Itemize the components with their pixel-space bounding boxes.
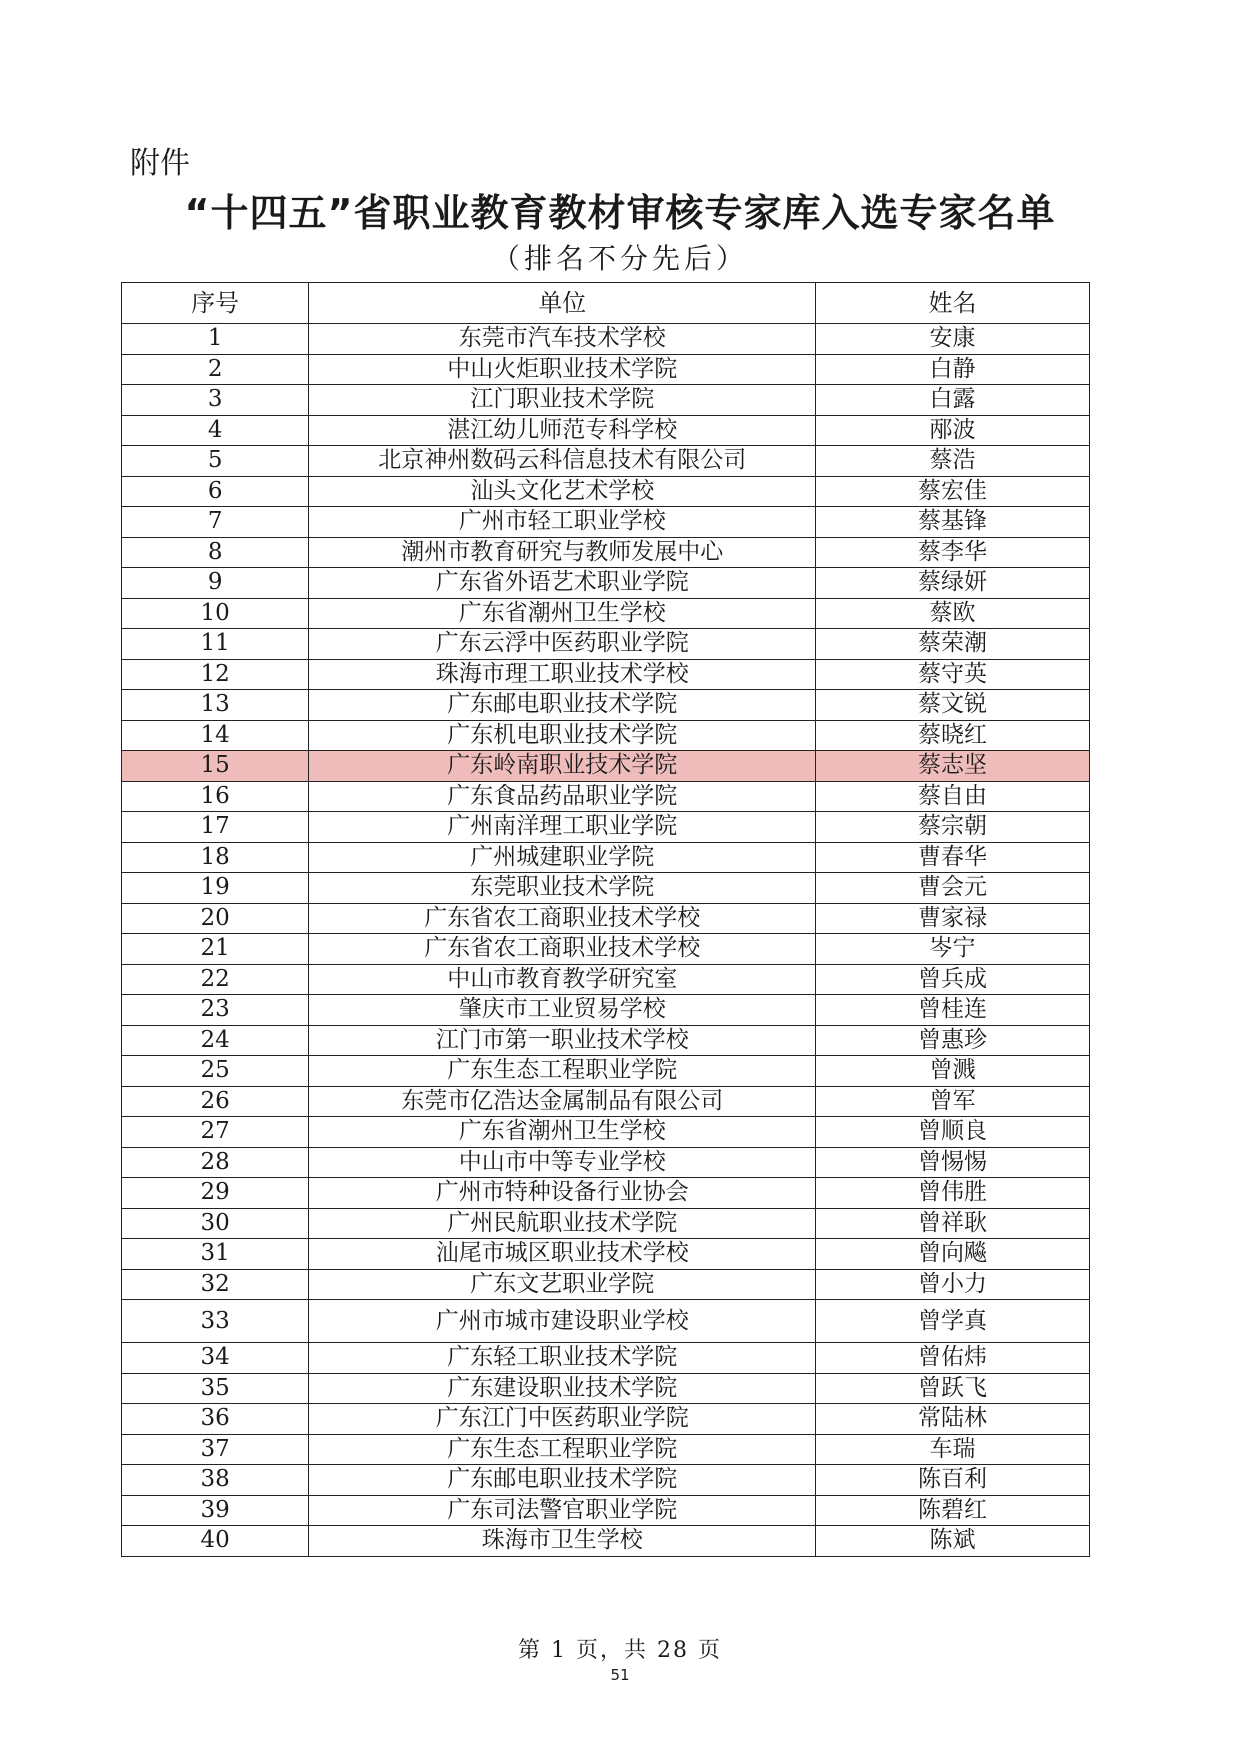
row-unit-cell: 广东文艺职业学院 (309, 1269, 816, 1300)
table-row (122, 324, 1090, 355)
table-row (122, 1086, 1090, 1117)
row-name-cell: 陈碧红 (816, 1495, 1090, 1526)
row-name-cell: 车瑞 (816, 1434, 1090, 1465)
row-unit-cell: 广东司法警官职业学院 (309, 1495, 816, 1526)
row-unit-cell: 江门市第一职业技术学校 (309, 1025, 816, 1056)
table-body (122, 324, 1090, 1557)
row-name-cell: 蔡文锐 (816, 690, 1090, 721)
row-name-cell: 曾祥耿 (816, 1208, 1090, 1239)
row-name-cell: 岑宁 (816, 934, 1090, 965)
table-row (122, 995, 1090, 1026)
row-unit-cell: 广东省外语艺术职业学院 (309, 568, 816, 599)
row-unit-cell: 广州南洋理工职业学院 (309, 812, 816, 843)
row-name-cell: 蔡宏佳 (816, 476, 1090, 507)
row-unit-cell: 广东省潮州卫生学校 (309, 598, 816, 629)
row-number-cell: 23 (122, 995, 309, 1026)
row-number-cell: 32 (122, 1269, 309, 1300)
row-unit-cell: 广州城建职业学院 (309, 842, 816, 873)
row-unit-cell: 广东省农工商职业技术学校 (309, 934, 816, 965)
row-number-cell: 11 (122, 629, 309, 660)
row-name-cell: 曾惕惕 (816, 1147, 1090, 1178)
row-number-cell: 6 (122, 476, 309, 507)
row-name-cell: 曾溅 (816, 1056, 1090, 1087)
table-row (122, 1025, 1090, 1056)
row-name-cell: 蔡浩 (816, 446, 1090, 477)
row-unit-cell: 汕尾市城区职业技术学校 (309, 1239, 816, 1270)
row-number-cell: 13 (122, 690, 309, 721)
row-unit-cell: 广州市特种设备行业协会 (309, 1178, 816, 1209)
row-number-cell: 14 (122, 720, 309, 751)
row-number-cell: 35 (122, 1373, 309, 1404)
row-number-cell: 38 (122, 1465, 309, 1496)
table-row (122, 1117, 1090, 1148)
row-name-cell: 蔡荣潮 (816, 629, 1090, 660)
row-unit-cell: 珠海市理工职业技术学校 (309, 659, 816, 690)
row-name-cell: 邴波 (816, 415, 1090, 446)
row-unit-cell: 中山火炬职业技术学院 (309, 354, 816, 385)
row-number-cell: 2 (122, 354, 309, 385)
table-row (122, 1056, 1090, 1087)
document-title: “十四五”省职业教育教材审核专家库入选专家名单 (184, 191, 1056, 235)
row-name-cell: 蔡志坚 (816, 751, 1090, 782)
row-name-cell: 曾顺良 (816, 1117, 1090, 1148)
row-number-cell: 1 (122, 324, 309, 355)
row-name-cell: 曹会元 (816, 873, 1090, 904)
table-row (122, 1404, 1090, 1435)
table-row (122, 629, 1090, 660)
row-number-cell: 37 (122, 1434, 309, 1465)
row-number-cell: 3 (122, 385, 309, 416)
table-row (122, 1147, 1090, 1178)
table-row (122, 842, 1090, 873)
table-row (122, 476, 1090, 507)
row-number-cell: 27 (122, 1117, 309, 1148)
table-row (122, 415, 1090, 446)
table-row (122, 1178, 1090, 1209)
row-name-cell: 陈斌 (816, 1526, 1090, 1557)
row-name-cell: 曾向飚 (816, 1239, 1090, 1270)
page-info: 第 1 页，共 28 页 (518, 1638, 722, 1663)
row-unit-cell: 广州市城市建设职业学校 (309, 1300, 816, 1343)
row-unit-cell: 潮州市教育研究与教师发展中心 (309, 537, 816, 568)
table-row (122, 873, 1090, 904)
row-unit-cell: 广东食品药品职业学院 (309, 781, 816, 812)
column-header-number: 序号 (122, 283, 309, 324)
row-number-cell: 19 (122, 873, 309, 904)
row-name-cell: 曾佑炜 (816, 1343, 1090, 1374)
row-unit-cell: 江门职业技术学院 (309, 385, 816, 416)
row-unit-cell: 广东生态工程职业学院 (309, 1434, 816, 1465)
row-unit-cell: 珠海市卫生学校 (309, 1526, 816, 1557)
table-row (122, 1465, 1090, 1496)
row-number-cell: 21 (122, 934, 309, 965)
row-number-cell: 29 (122, 1178, 309, 1209)
row-name-cell: 蔡绿妍 (816, 568, 1090, 599)
table-header-row (122, 283, 1090, 324)
row-number-cell: 22 (122, 964, 309, 995)
row-number-cell: 39 (122, 1495, 309, 1526)
table-row (122, 1269, 1090, 1300)
row-unit-cell: 东莞职业技术学院 (309, 873, 816, 904)
row-unit-cell: 湛江幼儿师范专科学校 (309, 415, 816, 446)
row-number-cell: 34 (122, 1343, 309, 1374)
row-unit-cell: 广州市轻工职业学校 (309, 507, 816, 538)
row-name-cell: 曾桂连 (816, 995, 1090, 1026)
row-name-cell: 蔡李华 (816, 537, 1090, 568)
row-unit-cell: 广东轻工职业技术学院 (309, 1343, 816, 1374)
row-name-cell: 曾小力 (816, 1269, 1090, 1300)
row-number-cell: 20 (122, 903, 309, 934)
table-row (122, 385, 1090, 416)
row-unit-cell: 北京神州数码云科信息技术有限公司 (309, 446, 816, 477)
table-row (122, 507, 1090, 538)
table-row (122, 1208, 1090, 1239)
row-name-cell: 蔡欧 (816, 598, 1090, 629)
row-number-cell: 17 (122, 812, 309, 843)
row-name-cell: 安康 (816, 324, 1090, 355)
row-name-cell: 曾学真 (816, 1300, 1090, 1343)
row-unit-cell: 广东江门中医药职业学院 (309, 1404, 816, 1435)
document-subtitle: （排名不分先后） (491, 242, 748, 275)
row-name-cell: 蔡自由 (816, 781, 1090, 812)
table-row (122, 1495, 1090, 1526)
row-unit-cell: 广东云浮中医药职业学院 (309, 629, 816, 660)
table-row (122, 751, 1090, 782)
table-row (122, 812, 1090, 843)
table-row (122, 537, 1090, 568)
table-row (122, 964, 1090, 995)
row-unit-cell: 广东机电职业技术学院 (309, 720, 816, 751)
row-number-cell: 4 (122, 415, 309, 446)
row-name-cell: 曾跃飞 (816, 1373, 1090, 1404)
table-row (122, 354, 1090, 385)
row-number-cell: 8 (122, 537, 309, 568)
row-unit-cell: 东莞市汽车技术学校 (309, 324, 816, 355)
row-number-cell: 7 (122, 507, 309, 538)
table-row (122, 1434, 1090, 1465)
page-number: 51 (610, 1666, 630, 1684)
row-number-cell: 9 (122, 568, 309, 599)
row-name-cell: 曾兵成 (816, 964, 1090, 995)
row-unit-cell: 东莞市亿浩达金属制品有限公司 (309, 1086, 816, 1117)
attachment-label: 附件 (130, 146, 190, 181)
column-header-unit: 单位 (309, 283, 816, 324)
row-number-cell: 5 (122, 446, 309, 477)
table-row (122, 446, 1090, 477)
table-row (122, 1300, 1090, 1343)
row-number-cell: 16 (122, 781, 309, 812)
row-name-cell: 蔡守英 (816, 659, 1090, 690)
row-number-cell: 24 (122, 1025, 309, 1056)
row-unit-cell: 广州民航职业技术学院 (309, 1208, 816, 1239)
table-row (122, 568, 1090, 599)
row-number-cell: 30 (122, 1208, 309, 1239)
table-row (122, 1343, 1090, 1374)
row-name-cell: 蔡宗朝 (816, 812, 1090, 843)
row-number-cell: 25 (122, 1056, 309, 1087)
row-name-cell: 曹春华 (816, 842, 1090, 873)
row-name-cell: 曾惠珍 (816, 1025, 1090, 1056)
row-number-cell: 18 (122, 842, 309, 873)
row-name-cell: 蔡晓红 (816, 720, 1090, 751)
table-row (122, 720, 1090, 751)
row-unit-cell: 广东岭南职业技术学院 (309, 751, 816, 782)
table-row (122, 1526, 1090, 1557)
row-number-cell: 26 (122, 1086, 309, 1117)
table-row (122, 690, 1090, 721)
row-unit-cell: 广东建设职业技术学院 (309, 1373, 816, 1404)
row-number-cell: 12 (122, 659, 309, 690)
row-name-cell: 曹家禄 (816, 903, 1090, 934)
row-name-cell: 白露 (816, 385, 1090, 416)
row-unit-cell: 广东省农工商职业技术学校 (309, 903, 816, 934)
expert-list-table (121, 282, 1090, 1557)
row-unit-cell: 中山市教育教学研究室 (309, 964, 816, 995)
column-header-name: 姓名 (816, 283, 1090, 324)
row-number-cell: 31 (122, 1239, 309, 1270)
row-number-cell: 36 (122, 1404, 309, 1435)
table-row (122, 598, 1090, 629)
row-unit-cell: 广东邮电职业技术学院 (309, 690, 816, 721)
row-name-cell: 常陆林 (816, 1404, 1090, 1435)
row-name-cell: 陈百利 (816, 1465, 1090, 1496)
table-row (122, 659, 1090, 690)
row-number-cell: 40 (122, 1526, 309, 1557)
row-unit-cell: 广东生态工程职业学院 (309, 1056, 816, 1087)
row-unit-cell: 广东省潮州卫生学校 (309, 1117, 816, 1148)
row-name-cell: 白静 (816, 354, 1090, 385)
table-row (122, 781, 1090, 812)
table-row (122, 1373, 1090, 1404)
row-name-cell: 蔡基锋 (816, 507, 1090, 538)
row-number-cell: 10 (122, 598, 309, 629)
row-unit-cell: 广东邮电职业技术学院 (309, 1465, 816, 1496)
table-row (122, 903, 1090, 934)
row-unit-cell: 汕头文化艺术学校 (309, 476, 816, 507)
row-name-cell: 曾伟胜 (816, 1178, 1090, 1209)
row-unit-cell: 肇庆市工业贸易学校 (309, 995, 816, 1026)
row-number-cell: 15 (122, 751, 309, 782)
row-number-cell: 28 (122, 1147, 309, 1178)
table-row (122, 934, 1090, 965)
row-unit-cell: 中山市中等专业学校 (309, 1147, 816, 1178)
row-number-cell: 33 (122, 1300, 309, 1343)
table-row (122, 1239, 1090, 1270)
row-name-cell: 曾军 (816, 1086, 1090, 1117)
